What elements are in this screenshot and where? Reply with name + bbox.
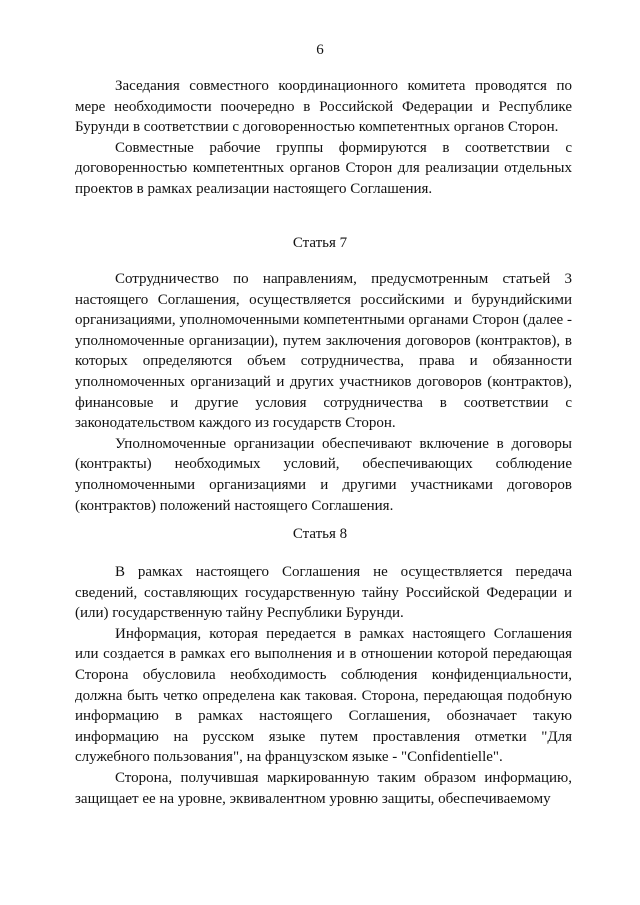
paragraph: Уполномоченные организации обеспечивают включение в договоры (контракты) необходимых условий, обеспечивающих соблюдение уполномоченными организациями и другими участниками договоров (контрактов) положений настоящего Соглашения. xyxy=(75,435,572,514)
article-8-body xyxy=(75,562,572,809)
paragraph: Совместные рабочие группы формируются в соответствии с договоренностью компетентных органов Сторон для реализации отдельных проектов в рамках реализации настоящего Соглашения. xyxy=(75,139,572,197)
paragraph: В рамках настоящего Соглашения не осуществляется передача сведений, составляющих государственную тайну Российской Федерации и (или) государственную тайну Республики Бурунди. xyxy=(75,564,572,622)
section-continuation xyxy=(75,76,572,200)
paragraph: Сотрудничество по направлениям, предусмотренным статьей 3 настоящего Соглашения, осуществляется российскими и бурундийскими организациями, уполномоченными компетентными органами Сторон (далее - уполномоченные организации), путем заключения договоров (контрактов), в которых определяются объем сотрудничества, права и обязанности уполномоченных организаций и других участников договоров (контрактов), финансовые и другие условия сотрудничества в соответствии с законодательством каждого из государств Сторон. xyxy=(75,271,572,432)
paragraph: Информация, которая передается в рамках настоящего Соглашения или создается в рамках его выполнения и в отношении которой передающая Сторона обусловила необходимость соблюдения конфиденциальности, должна быть четко определена как таковая. Сторона, передающая подобную информацию в рамках настоящего Соглашения, обозначает такую информацию на русском языке путем проставления отметки "Для служебного пользования", на французском языке - "Confidentielle". xyxy=(75,625,572,766)
article-7-heading: Статья 7 xyxy=(292,235,348,251)
page-number: 6 xyxy=(316,42,324,58)
paragraph: Сторона, получившая маркированную таким образом информацию, защищает ее на уровне, эквивалентном уровню защиты, обеспечиваемому xyxy=(75,769,572,807)
paragraph: Заседания совместного координационного комитета проводятся по мере необходимости поочередно в Российской Федерации и Республике Бурунди в соответствии с договоренностью компетентных органов Сторон. xyxy=(75,78,572,136)
article-8-heading: Статья 8 xyxy=(292,526,348,542)
article-7-body xyxy=(75,269,572,516)
